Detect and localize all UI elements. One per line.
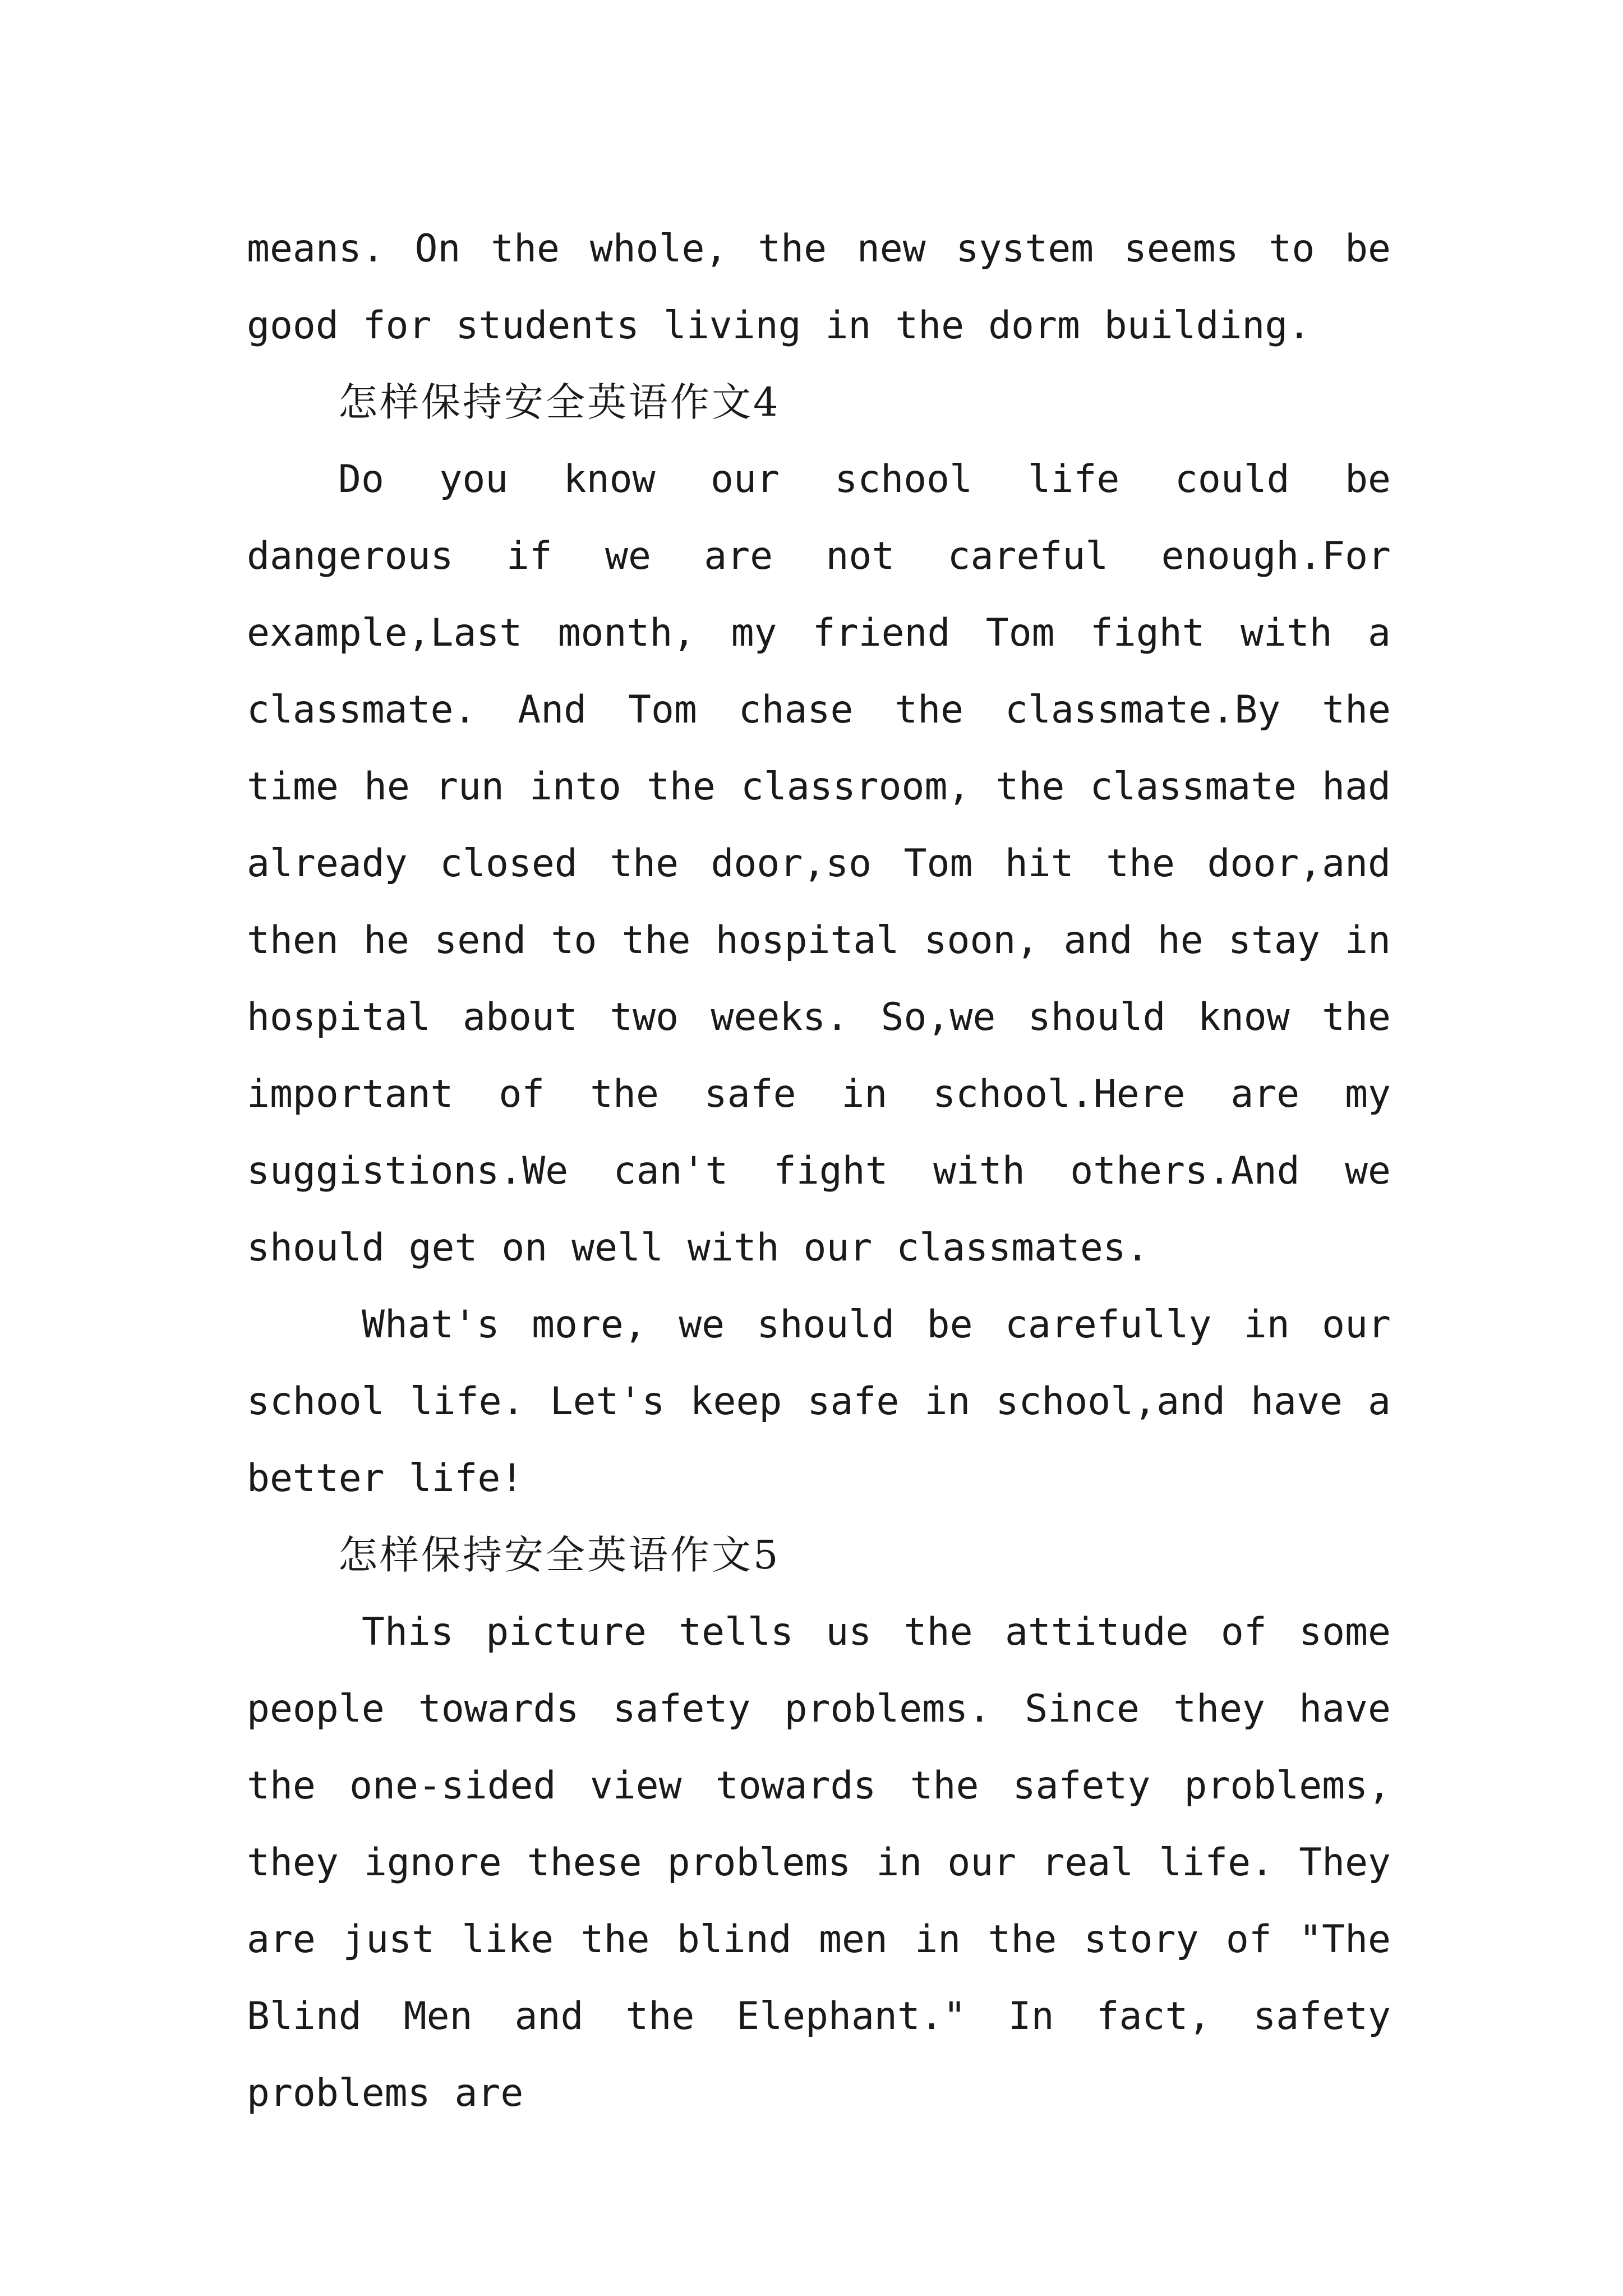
section-5-paragraph-1: This picture tells us the attitude of some people towards safety problems. Since they have the one-sided view towards the safety problems, they ignore these problems in our real life. They are just like the blind men in the story of "The Blind Men and the Elephant." In fact, safety problems are [247, 1610, 1391, 2115]
section-4-paragraph-2: What's more, we should be carefully in our school life. Let's keep safe in school,and have a better life! [247, 1303, 1391, 1501]
document-page [247, 210, 1391, 2132]
continuation-paragraph: means. On the whole, the new system seems to be good for students living in the dorm building. [247, 227, 1391, 348]
section-5-heading: 怎样保持安全英语作文5 [338, 1532, 781, 1578]
section-4-paragraph-1: Do you know our school life could be dangerous if we are not careful enough.For example,Last month, my friend Tom fight with a classmate. And Tom chase the classmate.By the time he run into the classroom, the classmate had already closed the door,so Tom hit the door,and then he send to the hospital soon, and he stay in hospital about two weeks. So,we should know the important of the safe in school.Here are my suggistions.We can't fight with others.And we should get on well with our classmates. [247, 457, 1391, 1270]
section-4-heading: 怎样保持安全英语作文4 [338, 379, 781, 425]
